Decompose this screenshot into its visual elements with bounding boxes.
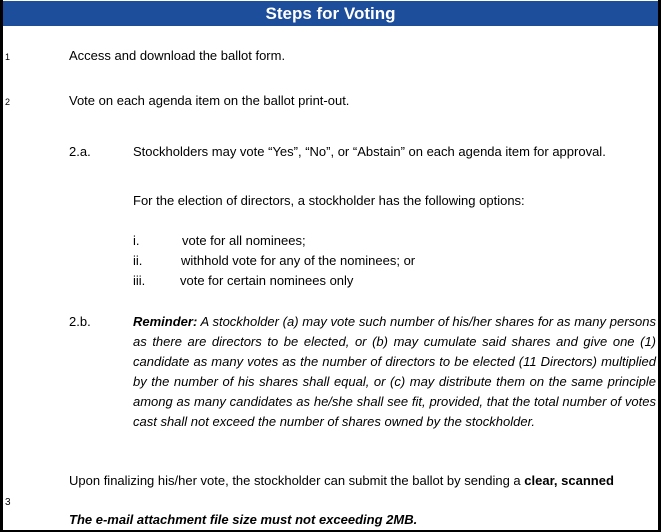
- option-text: withhold vote for any of the nominees; or: [181, 253, 416, 268]
- submission-line: [69, 471, 614, 491]
- reminder-text: A stockholder (a) may vote such number of his/her shares for as many persons as there are directors to be elected, or (b) may cumulate said shares and give one (1) candidate as many votes as the number of directors to be elected (11 Directors) multiplied by the number of his shares shall equal, or (c) may distribute them on the same principle among as many candidates as he/she shall see fit, provided, that the total number of votes cast shall not exceed the number of shares owned by the stockholder.: [133, 314, 656, 429]
- sub-item-label: 2.a.: [69, 144, 91, 159]
- option-text: vote for certain nominees only: [180, 273, 354, 288]
- step-number: 2: [5, 97, 11, 107]
- reminder-paragraph: [133, 312, 656, 432]
- reminder-label: Reminder:: [133, 314, 198, 329]
- step-number: 3: [5, 497, 11, 508]
- submission-text: Upon finalizing his/her vote, the stockholder can submit the ballot by sending a: [69, 473, 525, 488]
- file-size-note: The e-mail attachment file size must not exceeding 2MB.: [69, 512, 418, 527]
- step-number: 1: [5, 52, 11, 62]
- sub-item-label: 2.b.: [69, 314, 91, 329]
- step-text: Access and download the ballot form.: [69, 48, 286, 63]
- step-text: Vote on each agenda item on the ballot print-out.: [69, 93, 350, 108]
- option-numeral: i.: [133, 233, 140, 248]
- option-text: vote for all nominees;: [182, 233, 306, 248]
- submission-bold-text: clear, scanned: [524, 473, 614, 488]
- option-numeral: ii.: [133, 253, 143, 268]
- election-intro: For the election of directors, a stockholder has the following options:: [133, 193, 525, 208]
- page-title: Steps for Voting: [3, 1, 658, 26]
- sub-item-text: Stockholders may vote “Yes”, “No”, or “Abstain” on each agenda item for approval.: [133, 144, 606, 159]
- option-numeral: iii.: [133, 273, 146, 288]
